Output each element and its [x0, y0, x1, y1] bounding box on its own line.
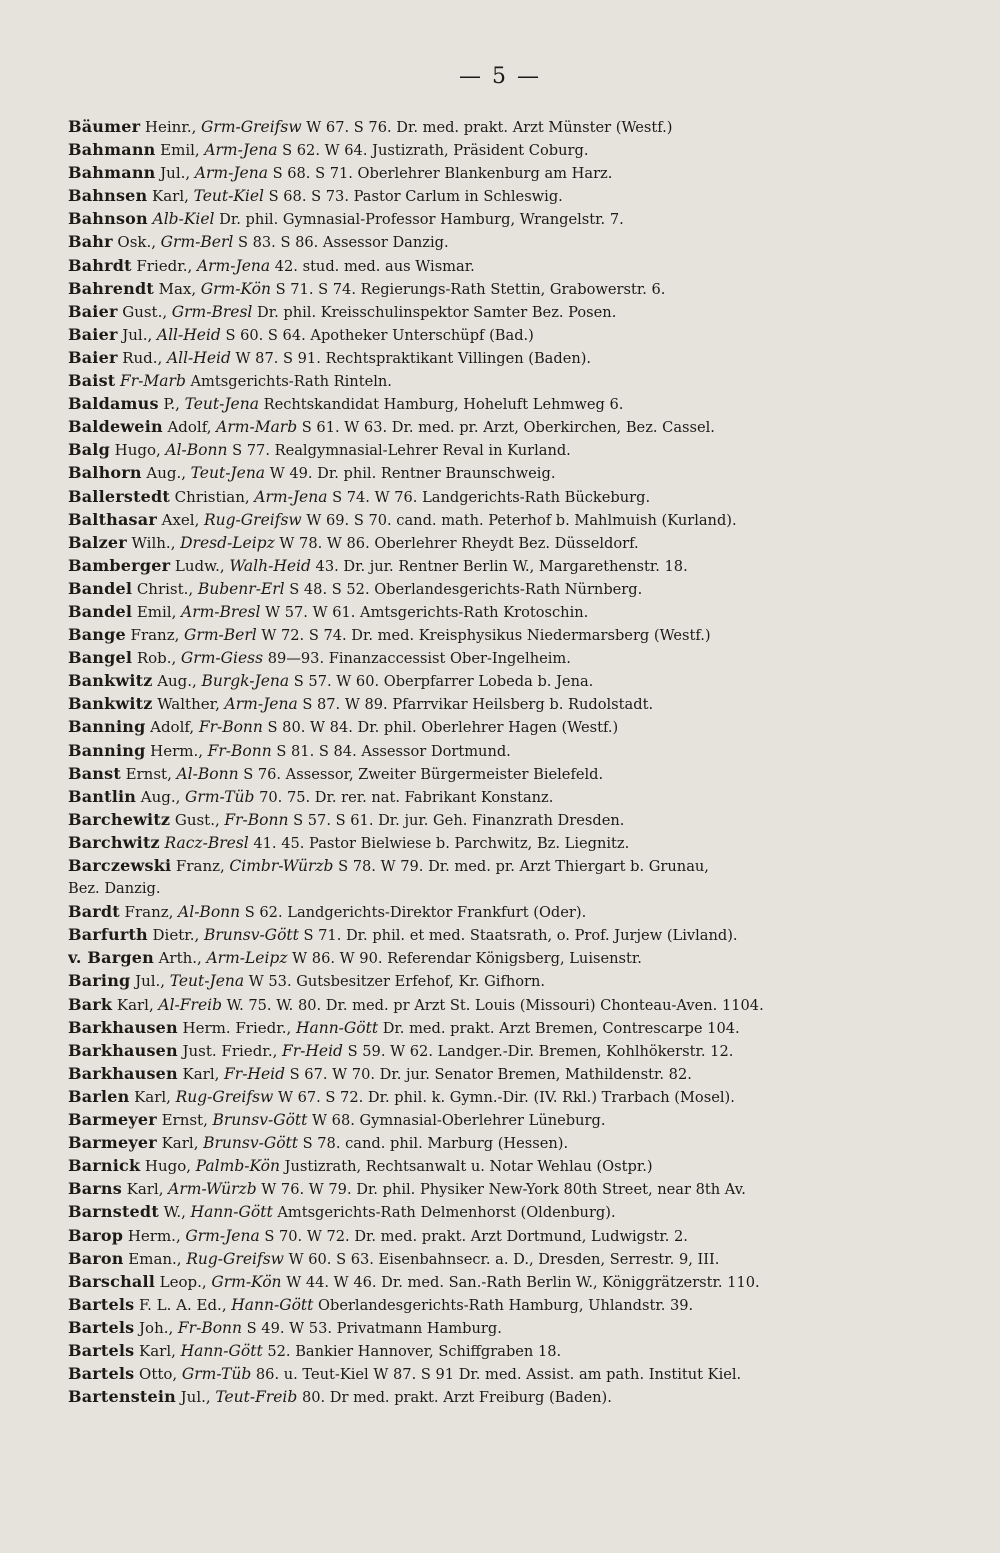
entry-corps: Teut-Jena	[190, 464, 266, 483]
entry-surname: Baist	[68, 371, 116, 391]
entry-given-name: Herm. Friedr.,	[182, 1018, 292, 1037]
entry-corps: Walh-Heid	[229, 556, 311, 575]
entry-given-name: Otto,	[139, 1365, 178, 1384]
entry-surname: Barczewski	[68, 856, 172, 875]
entry-surname: Bankwitz	[68, 671, 153, 691]
entry-corps: Alb-Kiel	[152, 210, 215, 229]
entry-corps: Rug-Greifsw	[175, 1087, 274, 1106]
entry-details: 43. Dr. jur. Rentner Berlin W., Margarethenstr. 18.	[315, 557, 688, 575]
entry-given-name: Karl,	[134, 1087, 171, 1106]
directory-entry	[68, 392, 958, 415]
entry-surname: Balhorn	[68, 463, 142, 483]
entry-surname: Barkhausen	[68, 1063, 178, 1083]
entry-details: S 81. S 84. Assessor Dortmund.	[276, 742, 511, 760]
entry-surname: Baldamus	[68, 394, 159, 414]
entry-corps: Cimbr-Würzb	[229, 857, 334, 875]
entry-surname: Bahnsen	[68, 186, 148, 206]
entry-corps: Dresd-Leipz	[180, 533, 275, 552]
entry-corps: Arm-Jena	[204, 141, 278, 160]
entry-given-name: Aug.,	[146, 464, 187, 483]
entry-corps: Fr-Marb	[120, 372, 186, 391]
entry-given-name: Aug.,	[140, 787, 181, 806]
entry-surname: Barop	[68, 1225, 124, 1245]
entry-details: 89—93. Finanzaccessist Ober-Ingelheim.	[267, 650, 571, 668]
entry-corps: Fr-Heid	[224, 1064, 286, 1083]
directory-entry	[68, 369, 958, 392]
entry-surname: Baring	[68, 971, 131, 991]
directory-entry	[68, 323, 958, 346]
entry-surname: Bartels	[68, 1364, 135, 1384]
entry-details: S 48. S 52. Oberlandesgerichts-Rath Nürnberg.	[289, 580, 643, 598]
directory-entry	[68, 854, 958, 877]
directory-entry	[68, 207, 958, 230]
directory-entry	[68, 785, 958, 808]
entry-corps: Grm-Giess	[180, 649, 264, 668]
directory-entry	[68, 461, 958, 484]
directory-entry	[68, 415, 958, 438]
entry-details: S 78. cand. phil. Marburg (Hessen).	[302, 1135, 569, 1153]
entry-given-name: Hugo,	[114, 441, 161, 460]
entry-surname: Barschall	[68, 1271, 156, 1291]
entry-given-name: Joh.,	[139, 1318, 174, 1337]
entry-surname: Bahr	[68, 232, 113, 252]
entry-corps: Arm-Jena	[194, 164, 268, 183]
entry-given-name: Dietr.,	[152, 926, 200, 945]
entry-corps: Burgk-Jena	[201, 672, 290, 691]
directory-entry	[68, 1362, 958, 1385]
entry-surname: Bantlin	[68, 786, 137, 806]
directory-entry	[68, 1200, 958, 1223]
entry-given-name: Emil,	[136, 602, 177, 621]
directory-entry	[68, 1247, 958, 1270]
entry-details: W 49. Dr. phil. Rentner Braunschweig.	[269, 465, 556, 483]
entry-details: S 60. S 64. Apotheker Unterschüpf (Bad.)	[225, 326, 534, 344]
entry-surname: Balthasar	[68, 509, 157, 529]
entry-details: W 72. S 74. Dr. med. Kreisphysikus Niedermarsberg (Westf.)	[261, 627, 711, 645]
entry-surname: Bamberger	[68, 555, 171, 575]
entry-details: 42. stud. med. aus Wismar.	[274, 257, 475, 275]
entry-details: S 77. Realgymnasial-Lehrer Reval in Kurland.	[232, 442, 571, 460]
entry-corps: Arm-Bresl	[181, 602, 261, 621]
entry-details: S 71. Dr. phil. et med. Staatsrath, o. Prof. Jurjew (Livland).	[303, 927, 738, 945]
directory-entry	[68, 1316, 958, 1339]
entry-given-name: Karl,	[152, 187, 189, 206]
entry-corps: Fr-Bonn	[224, 810, 289, 829]
entry-surname: Bartels	[68, 1340, 135, 1360]
entry-details: W 68. Gymnasial-Oberlehrer Lüneburg.	[312, 1112, 606, 1130]
entry-given-name: Heinr.,	[144, 118, 197, 136]
directory-entry	[68, 485, 958, 508]
entry-surname: Bahrdt	[68, 255, 132, 275]
entry-given-name: Franz,	[130, 626, 180, 645]
entry-corps: Al-Bonn	[165, 441, 228, 460]
directory-entry	[68, 600, 958, 623]
directory-entry	[68, 1108, 958, 1131]
entry-corps: Hann-Gött	[190, 1203, 273, 1222]
entry-surname: Ballerstedt	[68, 486, 171, 506]
directory-entry	[68, 577, 958, 600]
entry-given-name: Christian,	[174, 487, 250, 506]
entry-given-name: Emil,	[160, 141, 200, 160]
entry-given-name: Adolf,	[150, 718, 195, 737]
entry-surname: Balg	[68, 440, 110, 460]
entry-given-name: Ernst,	[161, 1111, 208, 1130]
entry-details: S 74. W 76. Landgerichts-Rath Bückeburg.	[332, 488, 651, 506]
entry-corps: Arm-Jena	[254, 487, 328, 506]
entry-given-name: F. L. A. Ed.,	[139, 1295, 227, 1314]
entry-details: S 68. S 73. Pastor Carlum in Schleswig.	[268, 188, 563, 206]
entry-given-name: Karl,	[116, 995, 154, 1014]
entry-details: W 60. S 63. Eisenbahnsecr. a. D., Dresden, Serrestr. 9, III.	[288, 1250, 720, 1268]
entry-surname: Bahmann	[68, 163, 156, 183]
entry-corps: Grm-Jena	[185, 1226, 260, 1245]
entry-given-name: Karl,	[126, 1180, 164, 1199]
entry-corps: Teut-Kiel	[193, 187, 264, 206]
entry-given-name: P.,	[163, 395, 180, 414]
directory-entry	[68, 184, 958, 207]
entry-surname: Baron	[68, 1248, 124, 1268]
entry-details: W 87. S 91. Rechtspraktikant Villingen (Baden).	[235, 349, 592, 367]
entry-given-name: Jul.,	[135, 972, 166, 991]
entry-surname: Barfurth	[68, 925, 148, 945]
entry-details: S 71. S 74. Regierungs-Rath Stettin, Grabowerstr. 6.	[275, 280, 666, 298]
entry-surname: Baier	[68, 301, 118, 321]
directory-entry	[68, 346, 958, 369]
entry-details: Dr. phil. Gymnasial-Professor Hamburg, Wrangelstr. 7.	[219, 211, 624, 229]
entry-corps: Arm-Marb	[216, 418, 298, 437]
entry-surname: Barnick	[68, 1156, 141, 1176]
directory-entry	[68, 900, 958, 923]
entry-given-name: Rud.,	[122, 348, 163, 367]
entry-surname: Banst	[68, 763, 121, 783]
directory-entry	[68, 646, 958, 669]
entry-corps: Teut-Freib	[215, 1388, 298, 1407]
entry-given-name: W.,	[163, 1203, 186, 1222]
entry-details: W 67. S 76. Dr. med. prakt. Arzt Münster (Westf.)	[306, 119, 673, 136]
entry-corps: Grm-Kön	[200, 279, 271, 298]
entry-given-name: Max,	[158, 279, 197, 298]
entry-given-name: Gust.,	[122, 302, 168, 321]
entry-corps: Grm-Tüb	[181, 1365, 252, 1384]
directory-entry	[68, 669, 958, 692]
entry-details: S 59. W 62. Landger.-Dir. Bremen, Kohlhökerstr. 12.	[347, 1042, 734, 1060]
entry-given-name: Jul.,	[180, 1388, 211, 1407]
entry-details: S 49. W 53. Privatmann Hamburg.	[246, 1319, 502, 1337]
entry-surname: Bandel	[68, 578, 133, 598]
directory-entry	[68, 1131, 958, 1154]
entry-surname: Bankwitz	[68, 694, 153, 714]
entry-details: W. 75. W. 80. Dr. med. pr Arzt St. Louis (Missouri) Chonteau-Aven. 1104.	[226, 996, 764, 1014]
entry-corps: Fr-Bonn	[177, 1318, 243, 1337]
directory-entry	[68, 438, 958, 461]
entry-given-name: Walther,	[157, 695, 220, 714]
entry-given-name: Hugo,	[144, 1157, 192, 1176]
entry-surname: Banning	[68, 740, 146, 760]
entry-details: 70. 75. Dr. rer. nat. Fabrikant Konstanz.	[259, 788, 554, 806]
entry-surname: Barns	[68, 1179, 122, 1199]
entry-surname: Bark	[68, 994, 113, 1014]
entry-surname: Bange	[68, 625, 126, 645]
entry-surname: Bandel	[68, 601, 133, 621]
entry-details: S 57. S 61. Dr. jur. Geh. Finanzrath Dresden.	[293, 811, 625, 829]
entry-corps: Grm-Kön	[211, 1272, 282, 1291]
entry-details: Justizrath, Rechtsanwalt u. Notar Wehlau (Ostpr.)	[284, 1158, 653, 1176]
entry-details: W 78. W 86. Oberlehrer Rheydt Bez. Düsseldorf.	[279, 534, 639, 552]
entry-given-name: Franz,	[175, 857, 225, 875]
directory-entry	[68, 554, 958, 577]
entry-corps: Grm-Bresl	[171, 302, 253, 321]
entry-details: S 57. W 60. Oberpfarrer Lobeda b. Jena.	[293, 673, 594, 691]
entry-given-name: Ernst,	[125, 764, 172, 783]
entry-details: S 80. W 84. Dr. phil. Oberlehrer Hagen (Westf.)	[267, 719, 619, 737]
entry-given-name: Franz,	[124, 903, 174, 922]
entry-surname: Baier	[68, 347, 118, 367]
entry-corps: Fr-Heid	[282, 1041, 343, 1060]
entry-corps: Teut-Jena	[184, 395, 259, 414]
entry-details: 86. u. Teut-Kiel W 87. S 91 Dr. med. Assist. am path. Institut Kiel.	[255, 1366, 742, 1384]
entry-surname: Barmeyer	[68, 1110, 157, 1130]
entry-surname: Bangel	[68, 648, 133, 668]
entry-surname: Bäumer	[68, 117, 141, 136]
entry-corps: Racz-Bresl	[164, 833, 249, 852]
directory-entry	[68, 1270, 958, 1293]
entry-surname: Bartels	[68, 1294, 135, 1314]
page-number: — 5 —	[459, 64, 541, 89]
entry-corps: Fr-Bonn	[198, 718, 263, 737]
directory-entry	[68, 508, 958, 531]
entry-given-name: Osk.,	[117, 233, 157, 252]
entry-corps: Teut-Jena	[169, 972, 245, 991]
directory-entry	[68, 969, 958, 992]
directory-entry	[68, 1385, 958, 1408]
entry-given-name: Adolf,	[167, 418, 212, 437]
directory-entry	[68, 762, 958, 785]
entry-given-name: Jul.,	[160, 164, 191, 183]
entry-surname: Bahnson	[68, 209, 148, 229]
entry-details: W 44. W 46. Dr. med. San.-Rath Berlin W., Königgrätzerstr. 110.	[286, 1273, 760, 1291]
entry-surname: Bardt	[68, 902, 120, 922]
directory-entry	[68, 138, 958, 161]
entry-corps: Arm-Jena	[224, 695, 298, 714]
entry-corps: Grm-Greifsw	[201, 118, 302, 136]
entry-details: W 53. Gutsbesitzer Erfehof, Kr. Gifhorn.	[248, 973, 546, 991]
entry-details: W 69. S 70. cand. math. Peterhof b. Mahlmuish (Kurland).	[306, 511, 737, 529]
directory-entry	[68, 277, 958, 300]
directory-entry	[68, 531, 958, 554]
directory-entry	[68, 1339, 958, 1362]
entry-given-name: Herm.,	[127, 1226, 181, 1245]
entry-given-name: Aug.,	[157, 672, 197, 691]
directory-entry	[68, 715, 958, 738]
entry-details: S 62. Landgerichts-Direktor Frankfurt (Oder).	[244, 904, 587, 922]
entry-details: Dr. phil. Kreisschulinspektor Samter Bez. Posen.	[257, 303, 617, 321]
entry-corps: Fr-Bonn	[207, 741, 272, 760]
directory-entry	[68, 993, 958, 1016]
entry-given-name: Gust.,	[174, 810, 220, 829]
entry-given-name: Just. Friedr.,	[182, 1041, 278, 1060]
entry-details: Amtsgerichts-Rath Rinteln.	[190, 373, 392, 391]
entry-surname: v. Bargen	[68, 948, 154, 968]
directory-entry	[68, 831, 958, 854]
directory-entry	[68, 1085, 958, 1108]
entry-given-name: Wilh.,	[131, 533, 176, 552]
entry-corps: Rug-Greifsw	[203, 510, 302, 529]
entry-details: Amtsgerichts-Rath Delmenhorst (Oldenburg).	[277, 1204, 616, 1222]
entry-surname: Bahmann	[68, 140, 156, 160]
entry-surname: Baldewein	[68, 417, 163, 437]
entry-given-name: Friedr.,	[136, 256, 193, 275]
entry-corps: Bubenr-Erl	[197, 579, 285, 598]
entry-corps: Arm-Jena	[196, 256, 271, 275]
entry-details: S 83. S 86. Assessor Danzig.	[237, 234, 449, 252]
entry-corps: Arm-Leipz	[206, 949, 288, 968]
entry-given-name: Christ.,	[136, 579, 194, 598]
entry-details: S 87. W 89. Pfarrvikar Heilsberg b. Rudolstadt.	[302, 696, 654, 714]
entry-details: 41. 45. Pastor Bielwiese b. Parchwitz, Bz. Liegnitz.	[253, 834, 630, 852]
entry-details: S 67. W 70. Dr. jur. Senator Bremen, Mathildenstr. 82.	[289, 1065, 692, 1083]
entry-surname: Baier	[68, 324, 118, 344]
entry-details: Bez. Danzig.	[68, 880, 161, 898]
entry-corps: Brunsv-Gött	[203, 926, 299, 945]
entry-corps: Brunsv-Gött	[203, 1134, 298, 1153]
directory-entry	[68, 161, 958, 184]
entry-details: S 78. W 79. Dr. med. pr. Arzt Thiergart b. Grunau,	[338, 858, 709, 875]
entry-corps: Brunsv-Gött	[212, 1111, 308, 1130]
entry-corps: All-Heid	[156, 325, 221, 344]
directory-entry	[68, 1154, 958, 1177]
entry-details: Dr. med. prakt. Arzt Bremen, Contrescarpe 104.	[382, 1019, 740, 1037]
entry-surname: Bartenstein	[68, 1387, 177, 1407]
entry-surname: Barnstedt	[68, 1202, 159, 1222]
entry-details: W 76. W 79. Dr. phil. Physiker New-York 80th Street, near 8th Av.	[261, 1181, 746, 1199]
entry-given-name: Axel,	[161, 510, 200, 529]
entry-corps: Rug-Greifsw	[186, 1249, 284, 1268]
entry-corps: Al-Bonn	[176, 764, 239, 783]
entry-details: W 86. W 90. Referendar Königsberg, Luisenstr.	[292, 950, 642, 968]
entry-details: Rechtskandidat Hamburg, Hoheluft Lehmweg 6.	[263, 396, 624, 414]
entry-given-name: Jul.,	[122, 325, 153, 344]
directory-entries	[68, 115, 958, 1408]
entry-corps: Hann-Gött	[180, 1341, 263, 1360]
entry-details: S 70. W 72. Dr. med. prakt. Arzt Dortmund, Ludwigstr. 2.	[264, 1227, 688, 1245]
entry-given-name: Karl,	[161, 1134, 199, 1153]
directory-entry	[68, 1039, 958, 1062]
directory-entry	[68, 1177, 958, 1200]
entry-surname: Banning	[68, 717, 146, 737]
directory-entry	[68, 1293, 958, 1316]
entry-details: S 62. W 64. Justizrath, Präsident Coburg.	[282, 142, 589, 160]
entry-surname: Bartels	[68, 1317, 135, 1337]
entry-corps: Grm-Berl	[184, 626, 257, 645]
entry-corps: Hann-Gött	[295, 1018, 379, 1037]
directory-entry	[68, 623, 958, 646]
entry-details: S 76. Assessor, Zweiter Bürgermeister Bielefeld.	[243, 765, 604, 783]
entry-surname: Balzer	[68, 532, 127, 552]
entry-corps: Grm-Berl	[160, 233, 234, 252]
directory-entry	[68, 1224, 958, 1247]
directory-entry	[68, 946, 958, 969]
entry-given-name: Herm.,	[150, 741, 203, 760]
entry-corps: All-Heid	[166, 348, 231, 367]
entry-corps: Hann-Gött	[231, 1295, 314, 1314]
directory-entry	[68, 300, 958, 323]
entry-details: 52. Bankier Hannover, Schiffgraben 18.	[267, 1342, 562, 1360]
entry-surname: Barchwitz	[68, 832, 160, 852]
entry-surname: Barmeyer	[68, 1133, 157, 1153]
entry-given-name: Arth.,	[158, 949, 202, 968]
directory-entry	[68, 739, 958, 762]
entry-given-name: Rob.,	[136, 649, 177, 668]
entry-corps: Arm-Würzb	[168, 1180, 257, 1199]
entry-details: Oberlandesgerichts-Rath Hamburg, Uhlandstr. 39.	[318, 1296, 694, 1314]
entry-given-name: Karl,	[139, 1341, 176, 1360]
directory-entry	[68, 808, 958, 831]
entry-corps: Al-Freib	[158, 995, 222, 1014]
entry-surname: Barkhausen	[68, 1040, 178, 1060]
directory-entry	[68, 254, 958, 277]
entry-surname: Bahrendt	[68, 278, 154, 298]
entry-given-name: Leop.,	[159, 1272, 207, 1291]
entry-details: S 61. W 63. Dr. med. pr. Arzt, Oberkirchen, Bez. Cassel.	[301, 419, 715, 437]
entry-given-name: Karl,	[182, 1064, 220, 1083]
directory-entry	[68, 692, 958, 715]
entry-corps: Palmb-Kön	[195, 1157, 280, 1176]
directory-entry	[68, 230, 958, 253]
directory-entry	[68, 115, 958, 138]
entry-details: W 57. W 61. Amtsgerichts-Rath Krotoschin.	[265, 603, 589, 621]
entry-corps: Grm-Tüb	[185, 787, 255, 806]
entry-details: S 68. S 71. Oberlehrer Blankenburg am Harz.	[272, 165, 613, 183]
directory-entry	[68, 1016, 958, 1039]
entry-surname: Barkhausen	[68, 1017, 178, 1037]
entry-corps: Al-Bonn	[178, 903, 241, 922]
entry-details: W 67. S 72. Dr. phil. k. Gymn.-Dir. (IV. Rkl.) Trarbach (Mosel).	[277, 1088, 735, 1106]
entry-details: 80. Dr med. prakt. Arzt Freiburg (Baden).	[301, 1389, 612, 1407]
directory-entry	[68, 923, 958, 946]
entry-surname: Barchewitz	[68, 809, 171, 829]
entry-given-name: Eman.,	[128, 1249, 182, 1268]
directory-entry	[68, 1062, 958, 1085]
entry-continuation	[68, 877, 958, 900]
entry-surname: Barlen	[68, 1086, 130, 1106]
entry-given-name: Ludw.,	[174, 556, 225, 575]
